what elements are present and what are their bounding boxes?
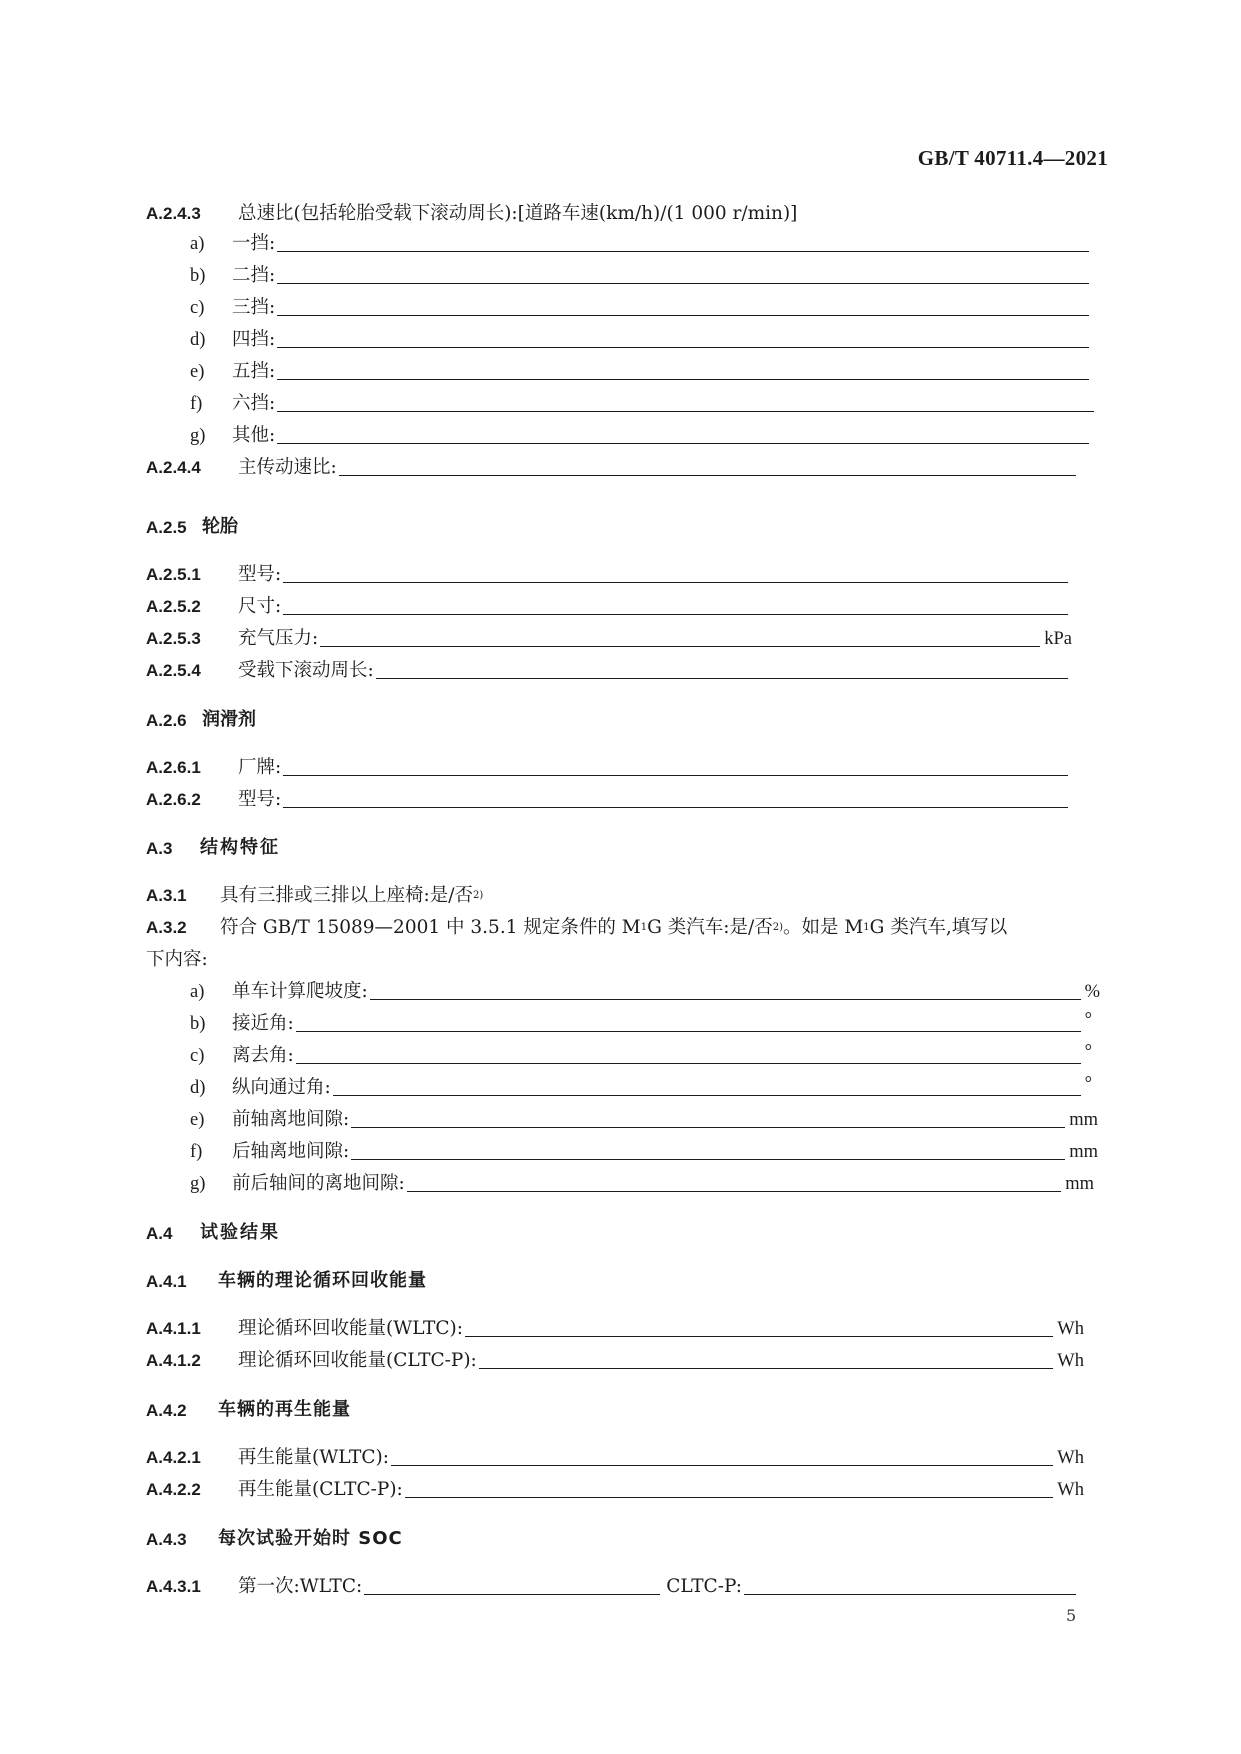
blank-field[interactable]: [351, 1127, 1065, 1128]
item-label: 厂牌:: [238, 757, 282, 778]
field-row: [146, 619, 1072, 651]
clause-number: A.2.6.1: [146, 758, 201, 777]
item-letter: f): [190, 394, 203, 414]
blank-field[interactable]: [407, 1191, 1061, 1192]
item-label: 理论循环回收能量(CLTC-P):: [238, 1350, 477, 1371]
clause-number: A.2.5.2: [146, 597, 201, 616]
clause-number: A.2.5.1: [146, 565, 201, 584]
unit-label: °: [1084, 1074, 1092, 1094]
section-heading: [146, 1260, 427, 1292]
field-row: [190, 972, 1100, 1004]
blank-field[interactable]: [277, 315, 1089, 316]
field-row: [190, 1036, 1092, 1068]
clause-number: A.2.5.4: [146, 661, 201, 680]
blank-field[interactable]: [376, 678, 1068, 679]
item-label: 其他:: [232, 425, 276, 446]
item-label: 后轴离地间隙:: [232, 1141, 350, 1162]
section-title: 每次试验开始时 SOC: [218, 1528, 403, 1549]
unit-label: Wh: [1057, 1448, 1084, 1468]
item-letter: b): [190, 1014, 206, 1034]
unit-label: mm: [1065, 1174, 1094, 1194]
item-label: 五挡:: [232, 361, 276, 382]
blank-field[interactable]: [465, 1336, 1053, 1337]
field-row: [146, 1309, 1084, 1341]
field-row: [146, 1341, 1084, 1373]
unit-label: %: [1084, 982, 1100, 1002]
blank-field[interactable]: [296, 1063, 1081, 1064]
section-title: 润滑剂: [202, 709, 256, 730]
standard-header: GB/T 40711.4—2021: [917, 146, 1108, 170]
blank-field[interactable]: [283, 614, 1068, 615]
blank-field[interactable]: [351, 1159, 1065, 1160]
clause-number: A.4.2.2: [146, 1480, 201, 1499]
section-title: 轮胎: [202, 516, 238, 537]
field-row: [146, 1438, 1084, 1470]
clause-number: A.3.1: [146, 886, 187, 905]
item-label: 再生能量(CLTC-P):: [238, 1479, 403, 1500]
clause-a31: [146, 876, 483, 908]
gear-row: [190, 384, 1098, 416]
item-letter: a): [190, 982, 205, 1002]
item-letter: g): [190, 426, 206, 446]
item-label: 再生能量(WLTC):: [238, 1447, 389, 1468]
blank-field[interactable]: [339, 475, 1076, 476]
section-heading: [146, 699, 256, 731]
field-row: [190, 1132, 1098, 1164]
gear-row: [190, 320, 1093, 352]
item-label: 充气压力:: [238, 628, 319, 649]
clause-text: G 类汽车,填写以: [869, 917, 1008, 938]
page-number: 5: [1066, 1606, 1077, 1625]
item-letter: f): [190, 1142, 203, 1162]
clause-number: A.4.1.2: [146, 1351, 201, 1370]
section-number: A.2.6: [146, 711, 187, 730]
section-number: A.4.1: [146, 1272, 187, 1291]
unit-label: kPa: [1044, 629, 1072, 649]
section-number: A.4: [146, 1224, 173, 1243]
unit-label: Wh: [1057, 1480, 1084, 1500]
clause-text: 。如是 M: [782, 917, 864, 938]
subscript: 1: [863, 922, 870, 933]
item-label: 接近角:: [232, 1013, 294, 1034]
item-label: 一挡:: [232, 233, 276, 254]
clause-text: 下内容:: [146, 949, 208, 970]
blank-field[interactable]: [320, 646, 1040, 647]
gear-row: [190, 416, 1093, 448]
blank-field[interactable]: [283, 582, 1068, 583]
item-label: 二挡:: [232, 265, 276, 286]
item-label: 主传动速比:: [238, 457, 337, 478]
field-row: [146, 1567, 1080, 1599]
gear-row: [190, 288, 1093, 320]
footnote-ref: 2): [472, 890, 484, 901]
blank-field[interactable]: [391, 1465, 1053, 1466]
clause-number: A.2.4.4: [146, 458, 201, 477]
clause-number: A.2.4.3: [146, 204, 201, 223]
item-label: 型号:: [238, 789, 282, 810]
clause-number: A.2.6.2: [146, 790, 201, 809]
clause-text: 符合 GB/T 15089—2001 中 3.5.1 规定条件的 M: [220, 917, 641, 938]
unit-label: °: [1084, 1042, 1092, 1062]
item-label: 三挡:: [232, 297, 276, 318]
item-letter: g): [190, 1174, 206, 1194]
field-row: [190, 1004, 1092, 1036]
blank-field-wltc[interactable]: [364, 1594, 660, 1595]
blank-field[interactable]: [283, 775, 1068, 776]
section-title: 车辆的再生能量: [218, 1399, 351, 1420]
section-heading: [146, 1212, 280, 1244]
subscript: 1: [640, 922, 648, 933]
item-letter: b): [190, 266, 206, 286]
footnote-ref: 2): [772, 922, 783, 933]
item-label: 单车计算爬坡度:: [232, 981, 368, 1002]
item-label: 第一次:WLTC:: [238, 1576, 363, 1597]
blank-field[interactable]: [283, 807, 1068, 808]
clause-text: G 类汽车:是/否: [647, 917, 773, 938]
field-row: [190, 1164, 1094, 1196]
section-number: A.4.2: [146, 1401, 187, 1420]
unit-label: mm: [1069, 1142, 1098, 1162]
field-row: [146, 651, 1072, 683]
section-title: 结构特征: [200, 837, 280, 858]
item-letter: d): [190, 1078, 206, 1098]
section-heading: [146, 827, 280, 859]
item-label: 型号:: [238, 564, 282, 585]
field-row: [190, 1068, 1092, 1100]
gear-row: [190, 256, 1093, 288]
item-label: 理论循环回收能量(WLTC):: [238, 1318, 463, 1339]
blank-field[interactable]: [277, 283, 1089, 284]
clause-number: A.4.3.1: [146, 1577, 201, 1596]
blank-field[interactable]: [333, 1095, 1081, 1096]
item-label: 前轴离地间隙:: [232, 1109, 350, 1130]
item-label: 纵向通过角:: [232, 1077, 331, 1098]
section-number: A.4.3: [146, 1530, 187, 1549]
item-label: 尺寸:: [238, 596, 282, 617]
item-letter: e): [190, 362, 205, 382]
clause-number: A.3.2: [146, 918, 187, 937]
blank-field[interactable]: [277, 443, 1089, 444]
clause-text: 总速比(包括轮胎受载下滚动周长):[道路车速(km/h)/(1 000 r/min)]: [238, 203, 798, 224]
item-letter: d): [190, 330, 206, 350]
blank-field[interactable]: [296, 1031, 1081, 1032]
item-label: 受载下滚动周长:: [238, 660, 374, 681]
blank-field[interactable]: [479, 1368, 1053, 1369]
blank-field[interactable]: [277, 379, 1089, 380]
field-row: [146, 587, 1072, 619]
item-letter: e): [190, 1110, 205, 1130]
clause-a32-cont: [146, 940, 208, 972]
unit-label: Wh: [1057, 1351, 1084, 1371]
item-letter: c): [190, 298, 205, 318]
item-label: 前后轴间的离地间隙:: [232, 1173, 405, 1194]
clause-a32: [146, 908, 1007, 940]
section-title: 车辆的理论循环回收能量: [218, 1270, 427, 1291]
blank-field[interactable]: [405, 1497, 1053, 1498]
item-letter: a): [190, 234, 205, 254]
item-label: CLTC-P:: [666, 1576, 742, 1597]
clause-a243: [146, 194, 797, 226]
blank-field-cltc[interactable]: [744, 1594, 1076, 1595]
field-row: [146, 780, 1072, 812]
item-label: 六挡:: [232, 393, 276, 414]
blank-field[interactable]: [277, 251, 1089, 252]
section-heading: [146, 506, 238, 538]
section-number: A.3: [146, 839, 173, 858]
field-row: [146, 748, 1072, 780]
section-number: A.2.5: [146, 518, 187, 537]
field-row: [146, 1470, 1084, 1502]
unit-label: mm: [1069, 1110, 1098, 1130]
unit-label: °: [1084, 1010, 1092, 1030]
blank-field[interactable]: [370, 999, 1081, 1000]
section-heading: [146, 1518, 403, 1550]
clause-number: A.2.5.3: [146, 629, 201, 648]
blank-field[interactable]: [277, 347, 1089, 348]
unit-label: Wh: [1057, 1319, 1084, 1339]
gear-row: [190, 224, 1093, 256]
item-letter: c): [190, 1046, 205, 1066]
clause-number: A.4.2.1: [146, 1448, 201, 1467]
field-row: [146, 555, 1072, 587]
gear-row: [190, 352, 1093, 384]
section-title: 试验结果: [200, 1222, 280, 1243]
field-row: [190, 1100, 1098, 1132]
clause-a244: [146, 448, 1080, 480]
clause-text: 具有三排或三排以上座椅:是/否: [220, 885, 473, 906]
item-label: 四挡:: [232, 329, 276, 350]
section-heading: [146, 1389, 351, 1421]
blank-field[interactable]: [277, 411, 1094, 412]
clause-number: A.4.1.1: [146, 1319, 201, 1338]
item-label: 离去角:: [232, 1045, 294, 1066]
